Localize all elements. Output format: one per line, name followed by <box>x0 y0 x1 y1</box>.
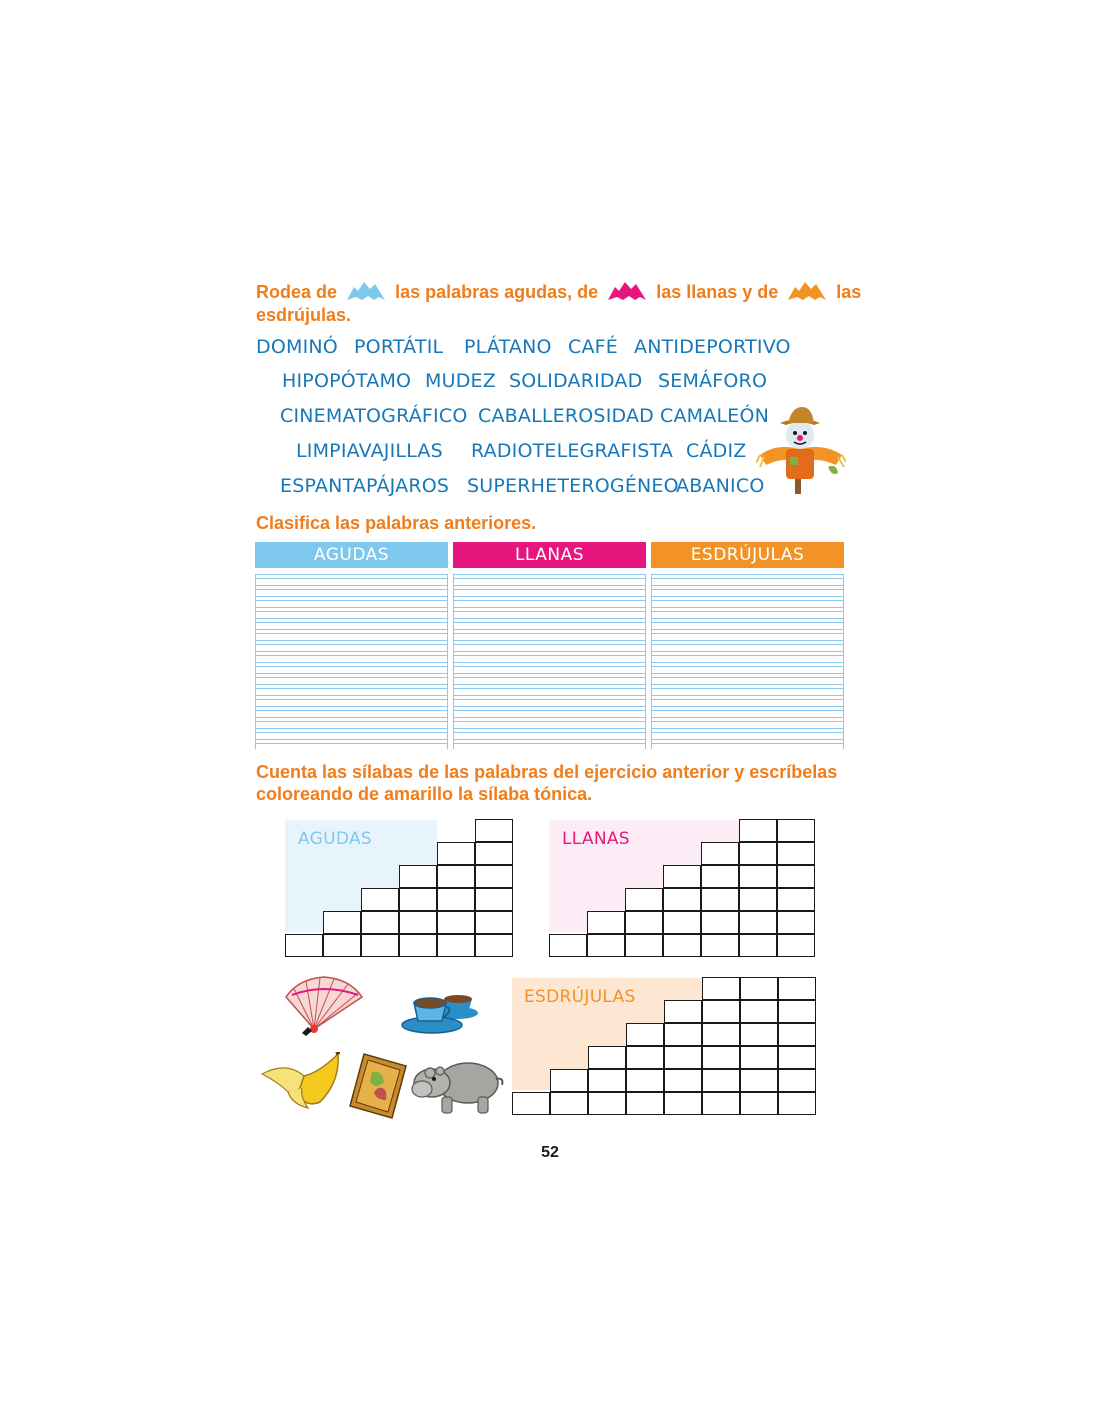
exercise2-instruction: Clasifica las palabras anteriores. <box>256 513 537 533</box>
word: PORTÁTIL <box>354 336 444 358</box>
word: HIPOPÓTAMO <box>282 370 412 392</box>
word: PLÁTANO <box>464 336 552 358</box>
word: ANTIDEPORTIVO <box>634 336 791 358</box>
word: SOLIDARIDAD <box>509 370 643 392</box>
word: ESPANTAPÁJAROS <box>280 475 450 497</box>
syllable-cell[interactable] <box>777 934 815 957</box>
grid-label-esdrujulas: ESDRÚJULAS <box>524 987 636 1007</box>
syllable-cell[interactable] <box>399 911 437 934</box>
syllable-cell[interactable] <box>475 911 513 934</box>
word: CÁDIZ <box>686 440 747 462</box>
syllable-cell[interactable] <box>701 911 739 934</box>
word: CINEMATOGRÁFICO <box>280 405 468 427</box>
syllable-cell[interactable] <box>663 934 701 957</box>
syllable-cell[interactable] <box>740 1069 778 1092</box>
word: CABALLEROSIDAD <box>478 405 655 427</box>
word: RADIOTELEGRAFISTA <box>471 440 674 462</box>
syllable-cell[interactable] <box>740 977 778 1000</box>
exercise1-instruction-line1: Rodea de las palabras agudas, de las llanas y de las <box>256 280 861 308</box>
syllable-cell[interactable] <box>739 911 777 934</box>
syllable-cell[interactable] <box>739 842 777 865</box>
syllable-cell[interactable] <box>739 934 777 957</box>
syllable-cell[interactable] <box>588 1069 626 1092</box>
syllable-cell[interactable] <box>625 888 663 911</box>
syllable-cell[interactable] <box>437 911 475 934</box>
syllable-cell[interactable] <box>625 911 663 934</box>
writing-lines-esdrujulas[interactable] <box>651 574 844 749</box>
syllable-cell[interactable] <box>437 934 475 957</box>
scarecrow-illustration <box>756 405 846 500</box>
syllable-cell[interactable] <box>740 1000 778 1023</box>
word: CAFÉ <box>568 336 618 358</box>
syllable-cell[interactable] <box>702 977 740 1000</box>
syllable-cell[interactable] <box>399 934 437 957</box>
page-number: 52 <box>541 1144 559 1161</box>
syllable-cell[interactable] <box>626 1092 664 1115</box>
mountain-pink-icon <box>607 280 647 308</box>
banana-illustration <box>258 1052 340 1115</box>
syllable-cell[interactable] <box>399 865 437 888</box>
syllable-cell[interactable] <box>777 911 815 934</box>
syllable-cell[interactable] <box>664 1023 702 1046</box>
syllable-cell[interactable] <box>702 1092 740 1115</box>
syllable-cell[interactable] <box>664 1069 702 1092</box>
exercise1-instruction-line2: esdrújulas. <box>256 305 352 325</box>
syllable-cell[interactable] <box>588 1092 626 1115</box>
syllable-cell[interactable] <box>437 842 475 865</box>
syllable-cell[interactable] <box>778 1092 816 1115</box>
syllable-cell[interactable] <box>626 1023 664 1046</box>
syllable-cell[interactable] <box>778 1023 816 1046</box>
syllable-cell[interactable] <box>475 842 513 865</box>
word: SEMÁFORO <box>658 370 768 392</box>
syllable-cell[interactable] <box>588 1046 626 1069</box>
syllable-cell[interactable] <box>475 934 513 957</box>
syllable-cell[interactable] <box>437 888 475 911</box>
syllable-cell[interactable] <box>777 819 815 842</box>
syllable-cell[interactable] <box>475 865 513 888</box>
syllable-cell[interactable] <box>778 1000 816 1023</box>
syllable-cell[interactable] <box>626 1069 664 1092</box>
syllable-cell[interactable] <box>740 1092 778 1115</box>
word: MUDEZ <box>425 370 496 392</box>
mountain-light-blue-icon <box>346 280 386 308</box>
syllable-cell[interactable] <box>361 888 399 911</box>
writing-lines-llanas[interactable] <box>453 574 646 749</box>
syllable-cell[interactable] <box>625 934 663 957</box>
syllable-cell[interactable] <box>475 819 513 842</box>
word: SUPERHETEROGÉNEO <box>467 475 679 497</box>
syllable-cell[interactable] <box>702 1046 740 1069</box>
syllable-cell[interactable] <box>323 934 361 957</box>
syllable-cell[interactable] <box>550 1069 588 1092</box>
syllable-cell[interactable] <box>778 1069 816 1092</box>
syllable-cell[interactable] <box>663 911 701 934</box>
syllable-cell[interactable] <box>739 865 777 888</box>
wallet-illustration <box>348 1052 408 1125</box>
syllable-cell[interactable] <box>701 865 739 888</box>
grid-label-agudas: AGUDAS <box>298 829 372 849</box>
syllable-cell[interactable] <box>285 934 323 957</box>
column-header-esdrujulas: ESDRÚJULAS <box>651 542 844 568</box>
mountain-orange-icon <box>787 280 827 308</box>
grid-label-llanas: LLANAS <box>562 829 630 849</box>
syllable-cell[interactable] <box>702 1023 740 1046</box>
syllable-cell[interactable] <box>778 1046 816 1069</box>
syllable-cell[interactable] <box>587 934 625 957</box>
syllable-cell[interactable] <box>475 888 513 911</box>
teacups-illustration <box>400 985 480 1040</box>
syllable-cell[interactable] <box>739 819 777 842</box>
exercise3-instruction-line1: Cuenta las sílabas de las palabras del ejercicio anterior y escríbelas <box>256 762 838 782</box>
syllable-cell[interactable] <box>323 911 361 934</box>
word: DOMINÓ <box>256 336 338 358</box>
syllable-cell[interactable] <box>777 888 815 911</box>
syllable-cell[interactable] <box>777 842 815 865</box>
syllable-cell[interactable] <box>777 865 815 888</box>
fan-illustration <box>284 975 364 1042</box>
syllable-cell[interactable] <box>663 865 701 888</box>
syllable-cell[interactable] <box>664 1092 702 1115</box>
syllable-cell[interactable] <box>739 888 777 911</box>
syllable-cell[interactable] <box>587 911 625 934</box>
syllable-cell[interactable] <box>399 888 437 911</box>
word: ABANICO <box>676 475 765 497</box>
syllable-cell[interactable] <box>702 1000 740 1023</box>
syllable-cell[interactable] <box>664 1046 702 1069</box>
syllable-cell[interactable] <box>664 1000 702 1023</box>
syllable-cell[interactable] <box>361 911 399 934</box>
hippo-illustration <box>410 1053 506 1122</box>
syllable-cell[interactable] <box>740 1023 778 1046</box>
word: CAMALEÓN <box>660 405 770 427</box>
column-header-agudas: AGUDAS <box>255 542 448 568</box>
syllable-cell[interactable] <box>550 1092 588 1115</box>
syllable-cell[interactable] <box>701 934 739 957</box>
syllable-cell[interactable] <box>702 1069 740 1092</box>
syllable-cell[interactable] <box>549 934 587 957</box>
column-header-llanas: LLANAS <box>453 542 646 568</box>
exercise3-instruction-line2: coloreando de amarillo la sílaba tónica. <box>256 784 593 804</box>
syllable-cell[interactable] <box>701 888 739 911</box>
syllable-cell[interactable] <box>512 1092 550 1115</box>
word: LIMPIAVAJILLAS <box>296 440 443 462</box>
syllable-cell[interactable] <box>778 977 816 1000</box>
syllable-cell[interactable] <box>437 865 475 888</box>
syllable-cell[interactable] <box>701 842 739 865</box>
syllable-cell[interactable] <box>740 1046 778 1069</box>
writing-lines-agudas[interactable] <box>255 574 448 749</box>
syllable-cell[interactable] <box>361 934 399 957</box>
syllable-cell[interactable] <box>663 888 701 911</box>
syllable-cell[interactable] <box>626 1046 664 1069</box>
